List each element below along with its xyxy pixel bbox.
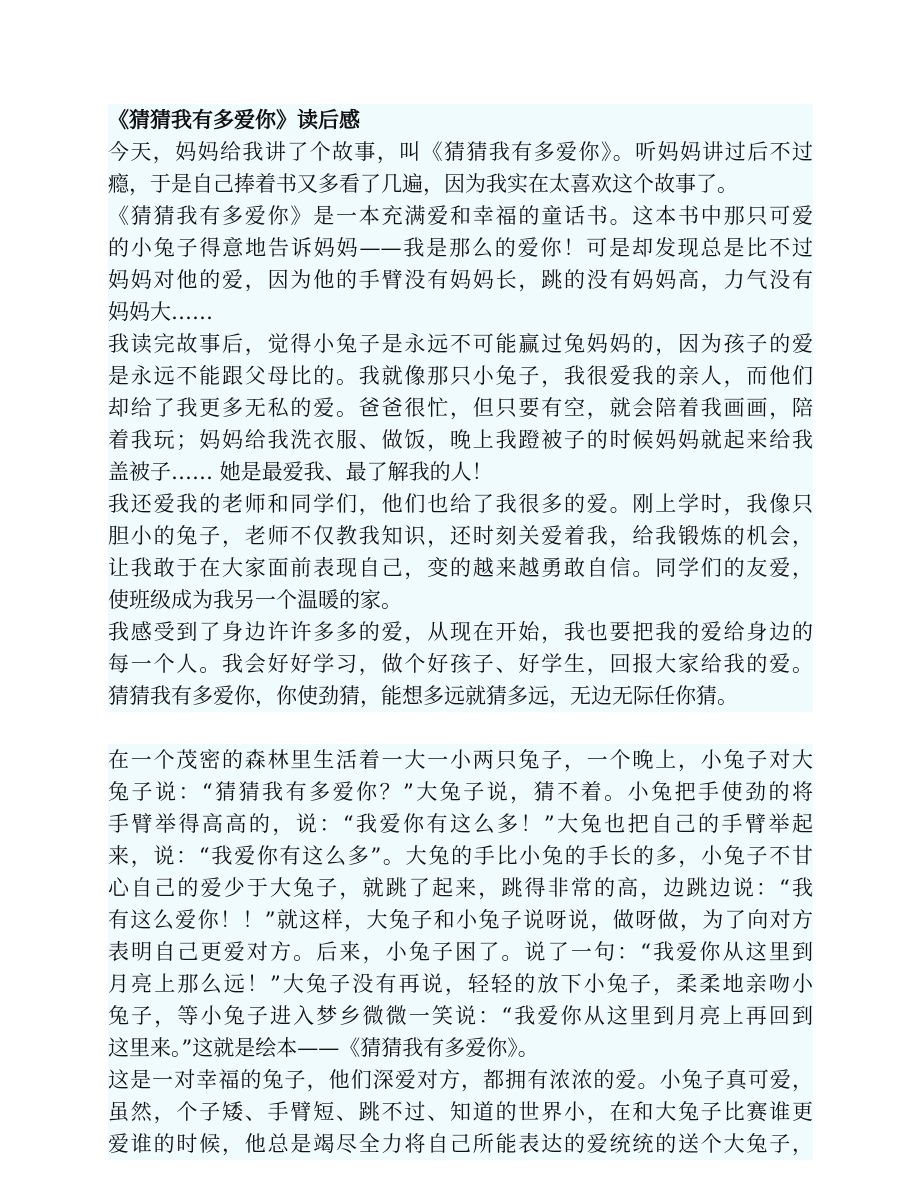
text-line: 兔子，等小兔子进入梦乡微微一笑说：“我爱你从这里到月亮上再回到 [108, 1000, 813, 1032]
text-line: 有这么爱你！！”就这样，大兔子和小兔子说呀说，做呀做，为了向对方 [108, 904, 813, 936]
text-line: 使班级成为我另一个温暖的家。 [108, 584, 813, 616]
text-line: 妈妈大…… [108, 296, 813, 328]
text-line: 的小兔子得意地告诉妈妈——我是那么的爱你！可是却发现总是比不过 [108, 232, 813, 264]
text-line: 手臂举得高高的，说：“我爱你有这么多！”大兔也把自己的手臂举起 [108, 808, 813, 840]
text-line: 这是一对幸福的兔子，他们深爱对方，都拥有浓浓的爱。小兔子真可爱， [108, 1064, 813, 1096]
text-line: 《猜猜我有多爱你》是一本充满爱和幸福的童话书。这本书中那只可爱 [108, 200, 813, 232]
text-line: 盖被子…… 她是最爱我、最了解我的人！ [108, 456, 813, 488]
text-line: 在一个茂密的森林里生活着一大一小两只兔子，一个晚上，小兔子对大 [108, 744, 813, 776]
text-line: 是永远不能跟父母比的。我就像那只小兔子，我很爱我的亲人，而他们 [108, 360, 813, 392]
text-line: 月亮上那么远！”大兔子没有再说，轻轻的放下小兔子，柔柔地亲吻小 [108, 968, 813, 1000]
text-line: 妈妈对他的爱，因为他的手臂没有妈妈长，跳的没有妈妈高，力气没有 [108, 264, 813, 296]
text-line: 来，说：“我爱你有这么多”。大兔的手比小兔的手长的多，小兔子不甘 [108, 840, 813, 872]
document-text [108, 136, 813, 1160]
document-body [108, 104, 813, 1160]
text-line: 猜猜我有多爱你，你使劲猜，能想多远就猜多远，无边无际任你猜。 [108, 680, 813, 712]
text-line: 着我玩；妈妈给我洗衣服、做饭，晚上我蹬被子的时候妈妈就起来给我 [108, 424, 813, 456]
text-line: 虽然，个子矮、手臂短、跳不过、知道的世界小，在和大兔子比赛谁更 [108, 1096, 813, 1128]
text-line: 表明自己更爱对方。后来，小兔子困了。说了一句：“我爱你从这里到 [108, 936, 813, 968]
text-line: 胆小的兔子，老师不仅教我知识，还时刻关爱着我，给我锻炼的机会， [108, 520, 813, 552]
text-line: 我还爱我的老师和同学们，他们也给了我很多的爱。刚上学时，我像只 [108, 488, 813, 520]
text-line: 心自己的爱少于大兔子，就跳了起来，跳得非常的高，边跳边说：“我 [108, 872, 813, 904]
text-line: 我读完故事后，觉得小兔子是永远不可能赢过兔妈妈的，因为孩子的爱 [108, 328, 813, 360]
text-line: 兔子说：“猜猜我有多爱你？”大兔子说，猜不着。小兔把手使劲的将 [108, 776, 813, 808]
text-line: 爱谁的时候，他总是竭尽全力将自己所能表达的爱统统的送个大兔子， [108, 1128, 813, 1160]
text-line: 这里来。”这就是绘本——《猜猜我有多爱你》。 [108, 1032, 813, 1064]
text-line: 却给了我更多无私的爱。爸爸很忙，但只要有空，就会陪着我画画，陪 [108, 392, 813, 424]
text-line: 让我敢于在大家面前表现自己，变的越来越勇敢自信。同学们的友爱， [108, 552, 813, 584]
blank-line [108, 712, 813, 744]
document-title: 《猜猜我有多爱你》读后感 [108, 104, 813, 136]
text-line: 今天，妈妈给我讲了个故事，叫《猜猜我有多爱你》。听妈妈讲过后不过 [108, 136, 813, 168]
text-line: 我感受到了身边许许多多的爱，从现在开始，我也要把我的爱给身边的 [108, 616, 813, 648]
text-line: 每一个人。我会好好学习，做个好孩子、好学生，回报大家给我的爱。 [108, 648, 813, 680]
text-line: 瘾，于是自己捧着书又多看了几遍，因为我实在太喜欢这个故事了。 [108, 168, 813, 200]
